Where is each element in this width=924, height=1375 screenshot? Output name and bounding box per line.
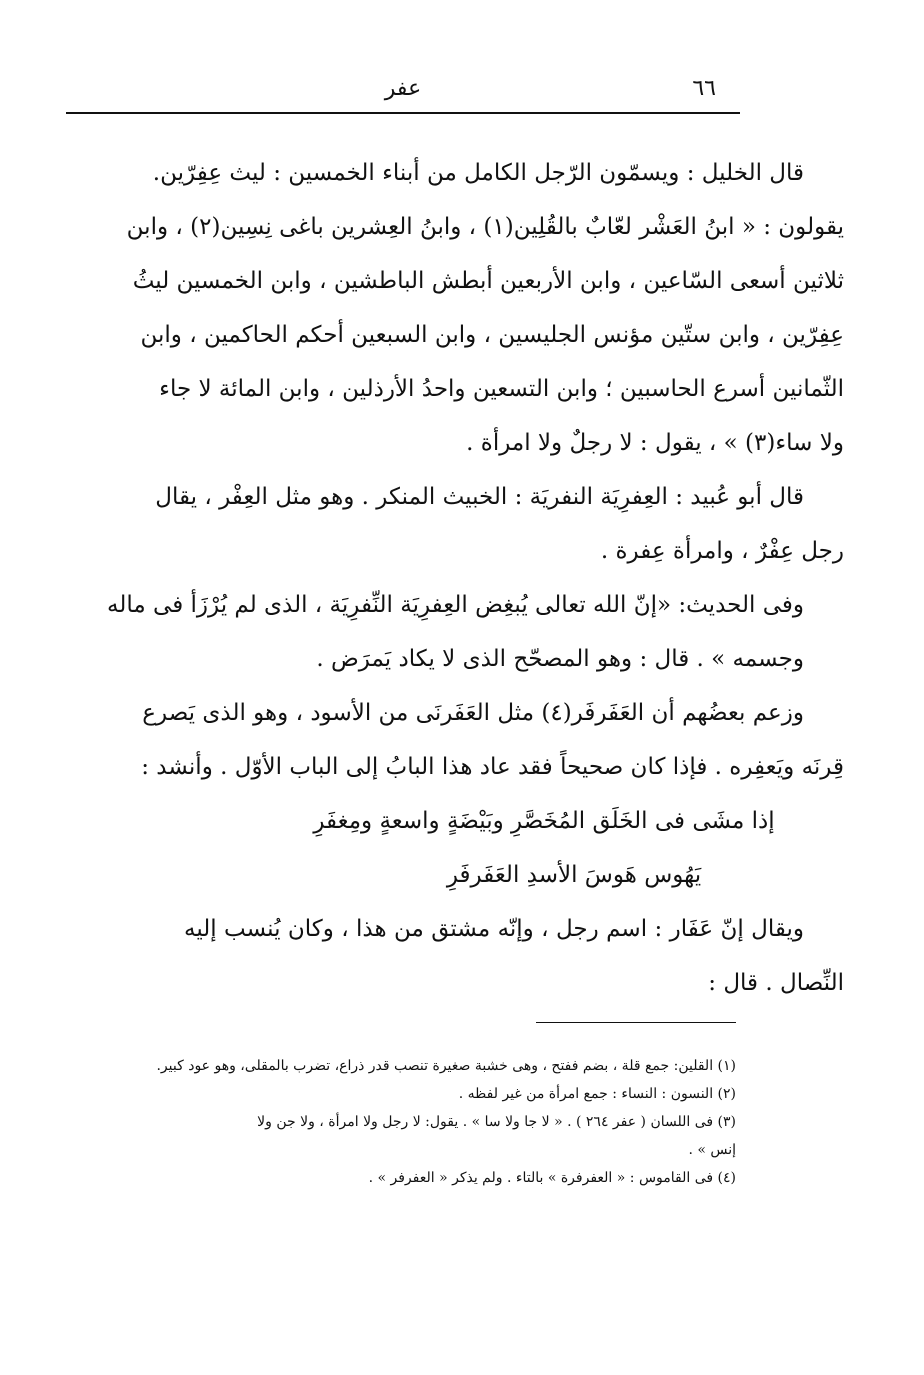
footnote-rule bbox=[536, 1022, 736, 1023]
text-line: يقولون : « ابنُ العَشْر لعّابٌ بالقُلِين(١) ، وابنُ العِشرين باغى نِسِين(٢) ، وابن bbox=[126, 214, 844, 240]
footnote: (٢) النسون : النساء : جمع امرأة من غير لفظه . bbox=[458, 1086, 736, 1102]
text-line: ويقال إنّ عَفَار : اسم رجل ، وإنّه مشتق من هذا ، وكان يُنسب إليه bbox=[184, 916, 804, 942]
verse-line: إذا مشَى فى الخَلَق المُخَصَّرِ وبَيْضَةٍ واسعةٍ ومِغفَرِ bbox=[313, 808, 775, 834]
text-line: الثّمانين أسرع الحاسبين ؛ وابن التسعين واحدُ الأرذلين ، وابن المائة لا جاء bbox=[159, 376, 844, 402]
text-line: قال الخليل : ويسمّون الرّجل الكامل من أبناء الخمسين : ليث عِفِرّين. bbox=[152, 160, 804, 186]
footnote: (٣) فى اللسان ( عفر ٢٦٤ ) . « لا جا ولا سا » . يقول: لا رجل ولا امرأة ، ولا جن ولا bbox=[257, 1114, 736, 1130]
text-line: قِرنَه ويَعفِره . فإذا كان صحيحاً فقد عاد هذا البابُ إلى الباب الأوّل . وأنشد : bbox=[141, 754, 844, 780]
text-line: وزعم بعضُهم أن العَفَرفَر(٤) مثل العَفَرنَى من الأسود ، وهو الذى يَصرع bbox=[142, 700, 804, 726]
header-rule bbox=[66, 112, 740, 114]
text-line: عِفِرّين ، وابن ستّين مؤنس الجليسين ، وابن السبعين أحكم الحاكمين ، وابن bbox=[140, 322, 844, 348]
text-line: ولا ساء(٣) » ، يقول : لا رجلٌ ولا امرأة . bbox=[466, 430, 844, 456]
footnotes bbox=[156, 1052, 736, 1192]
verse-line: يَهُوس هَوسَ الأسدِ العَفَرفَرِ bbox=[446, 862, 702, 888]
text-line: وجسمه » . قال : وهو المصحّح الذى لا يكاد يَمرَض . bbox=[316, 646, 804, 672]
footnote-continuation: إنس » . bbox=[688, 1142, 736, 1158]
main-text bbox=[107, 146, 844, 1010]
page-number: ٦٦ bbox=[692, 76, 716, 101]
text-line: رجل عِفْرٌ ، وامرأة عِفرة . bbox=[600, 538, 844, 564]
text-line: وفى الحديث: «إنّ الله تعالى يُبغِض العِفرِيَة النِّفرِيَة ، الذى لم يُرْزَأ فى ماله bbox=[107, 592, 804, 618]
text-line: قال أبو عُبيد : العِفرِيَة النفريَة : الخبيث المنكر . وهو مثل العِفْر ، يقال bbox=[155, 484, 804, 510]
text-line: النِّصال . قال : bbox=[708, 970, 844, 996]
running-head-title: عفر bbox=[384, 76, 422, 101]
footnote: (٤) فى القاموس : « العفرفرة » بالتاء . ولم يذكر « العفرفر » . bbox=[368, 1170, 736, 1186]
footnote: (١) القلين: جمع قلة ، بضم ففتح ، وهى خشبة صغيرة تنصب قدر ذراع، تضرب بالمقلى، وهو عود كبير. bbox=[156, 1058, 736, 1074]
running-head bbox=[66, 70, 740, 110]
text-line: ثلاثين أسعى السّاعين ، وابن الأربعين أبطش الباطشين ، وابن الخمسين ليثُ bbox=[132, 268, 844, 294]
